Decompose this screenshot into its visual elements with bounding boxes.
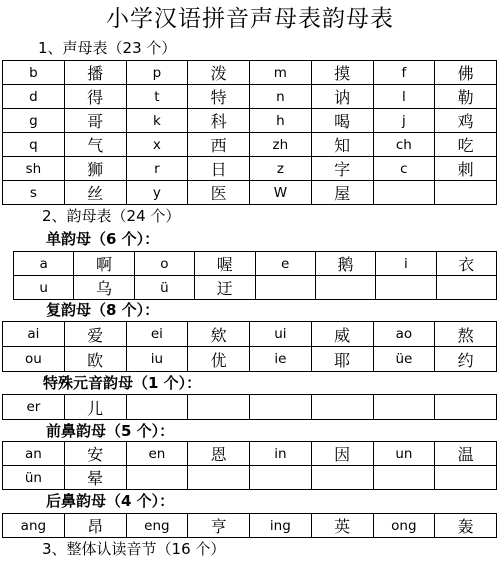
fu-yunmu-heading: 复韵母（8 个）： <box>46 301 160 319</box>
yunmu-heading: 2、韵母表（24 个） <box>42 207 181 225</box>
fu-yunmu-table <box>2 321 497 372</box>
hanzi-cell: 医 <box>188 181 250 205</box>
pinyin-cell: u <box>14 276 74 300</box>
hanzi-cell: 爱 <box>64 322 126 347</box>
hanzi-cell: 丝 <box>64 181 126 205</box>
hanzi-cell <box>315 276 375 300</box>
qianbi-yunmu-heading: 前鼻韵母（5 个）： <box>46 422 175 440</box>
hanzi-cell: 乌 <box>74 276 134 300</box>
pinyin-cell: üe <box>373 347 435 372</box>
hanzi-cell: 西 <box>188 133 250 157</box>
pinyin-cell: sh <box>3 157 65 181</box>
hanzi-cell: 鸡 <box>435 109 497 133</box>
pinyin-cell: x <box>126 133 188 157</box>
pinyin-cell: c <box>373 157 435 181</box>
shengmu-table <box>2 60 497 205</box>
pinyin-cell: ie <box>250 347 312 372</box>
pinyin-cell: g <box>3 109 65 133</box>
hanzi-cell: 安 <box>64 442 126 466</box>
table-row <box>3 61 497 85</box>
hanzi-cell: 威 <box>311 322 373 347</box>
pinyin-cell: ou <box>3 347 65 372</box>
pinyin-cell: o <box>134 252 194 276</box>
table-row <box>3 85 497 109</box>
pinyin-cell <box>250 466 312 490</box>
hanzi-cell: 气 <box>64 133 126 157</box>
hanzi-cell <box>311 466 373 490</box>
pinyin-cell: h <box>250 109 312 133</box>
hanzi-cell <box>188 466 250 490</box>
pinyin-cell: ün <box>3 466 65 490</box>
hanzi-cell: 狮 <box>64 157 126 181</box>
pinyin-cell: iu <box>126 347 188 372</box>
hanzi-cell: 熬 <box>435 322 497 347</box>
table-row <box>14 276 497 300</box>
hanzi-cell: 知 <box>311 133 373 157</box>
pinyin-cell: en <box>126 442 188 466</box>
hanzi-cell: 因 <box>311 442 373 466</box>
hanzi-cell: 刺 <box>435 157 497 181</box>
pinyin-cell: y <box>126 181 188 205</box>
pinyin-cell <box>373 466 435 490</box>
hanzi-cell: 日 <box>188 157 250 181</box>
hanzi-cell: 字 <box>311 157 373 181</box>
table-row <box>3 514 497 538</box>
pinyin-cell: e <box>255 252 315 276</box>
pinyin-cell: k <box>126 109 188 133</box>
pinyin-cell: s <box>3 181 65 205</box>
table-row <box>3 109 497 133</box>
hanzi-cell <box>435 181 497 205</box>
hanzi-cell: 英 <box>311 514 373 538</box>
pinyin-cell: r <box>126 157 188 181</box>
hanzi-cell: 喝 <box>311 109 373 133</box>
hanzi-cell: 优 <box>188 347 250 372</box>
hanzi-cell: 衣 <box>436 252 496 276</box>
pinyin-cell: b <box>3 61 65 85</box>
hanzi-cell <box>435 395 497 420</box>
pinyin-cell: ui <box>250 322 312 347</box>
hanzi-cell: 哥 <box>64 109 126 133</box>
hanzi-cell: 佛 <box>435 61 497 85</box>
pinyin-cell: W <box>250 181 312 205</box>
hanzi-cell: 亨 <box>188 514 250 538</box>
hanzi-cell <box>435 466 497 490</box>
hanzi-cell: 播 <box>64 61 126 85</box>
pinyin-cell <box>250 395 312 420</box>
hanzi-cell: 晕 <box>64 466 126 490</box>
pinyin-cell: t <box>126 85 188 109</box>
teshu-yunmu-table <box>2 394 497 420</box>
table-row <box>3 466 497 490</box>
pinyin-cell: ao <box>373 322 435 347</box>
hanzi-cell: 勒 <box>435 85 497 109</box>
table-row <box>3 157 497 181</box>
pinyin-cell <box>126 466 188 490</box>
pinyin-cell: ai <box>3 322 65 347</box>
hanzi-cell <box>188 395 250 420</box>
pinyin-cell: j <box>373 109 435 133</box>
table-row <box>3 133 497 157</box>
pinyin-cell: zh <box>250 133 312 157</box>
hanzi-cell <box>311 395 373 420</box>
pinyin-cell: un <box>373 442 435 466</box>
hanzi-cell: 儿 <box>64 395 126 420</box>
pinyin-cell <box>126 395 188 420</box>
pinyin-cell: l <box>373 85 435 109</box>
hanzi-cell: 鹅 <box>315 252 375 276</box>
pinyin-cell: z <box>250 157 312 181</box>
shengmu-heading: 1、声母表（23 个） <box>38 39 177 57</box>
hanzi-cell: 科 <box>188 109 250 133</box>
hanzi-cell: 轰 <box>435 514 497 538</box>
qianbi-yunmu-table <box>2 441 497 490</box>
hanzi-cell: 喔 <box>195 252 255 276</box>
hanzi-cell: 啊 <box>74 252 134 276</box>
pinyin-cell: d <box>3 85 65 109</box>
hanzi-cell: 屋 <box>311 181 373 205</box>
table-row <box>3 442 497 466</box>
hanzi-cell: 特 <box>188 85 250 109</box>
table-row <box>3 322 497 347</box>
hanzi-cell: 迂 <box>195 276 255 300</box>
pinyin-cell <box>376 276 436 300</box>
pinyin-cell: ang <box>3 514 65 538</box>
zhengti-heading: 3、整体认读音节（16 个） <box>42 540 226 558</box>
hanzi-cell: 温 <box>435 442 497 466</box>
hanzi-cell: 摸 <box>311 61 373 85</box>
hanzi-cell: 昂 <box>64 514 126 538</box>
table-row <box>14 252 497 276</box>
pinyin-cell: an <box>3 442 65 466</box>
table-row <box>3 395 497 420</box>
pinyin-cell: i <box>376 252 436 276</box>
pinyin-cell <box>255 276 315 300</box>
table-row <box>3 347 497 372</box>
pinyin-cell: f <box>373 61 435 85</box>
dan-yunmu-table <box>13 251 497 300</box>
pinyin-cell: a <box>14 252 74 276</box>
hanzi-cell: 泼 <box>188 61 250 85</box>
pinyin-cell: in <box>250 442 312 466</box>
hanzi-cell: 耶 <box>311 347 373 372</box>
pinyin-cell: ü <box>134 276 194 300</box>
table-row <box>3 181 497 205</box>
hanzi-cell <box>436 276 496 300</box>
pinyin-cell: m <box>250 61 312 85</box>
pinyin-cell: ing <box>250 514 312 538</box>
pinyin-cell: ei <box>126 322 188 347</box>
pinyin-cell: ong <box>373 514 435 538</box>
hanzi-cell: 得 <box>64 85 126 109</box>
hanzi-cell: 欸 <box>188 322 250 347</box>
hanzi-cell: 欧 <box>64 347 126 372</box>
dan-yunmu-heading: 单韵母（6 个）： <box>46 230 160 248</box>
teshu-yunmu-heading: 特殊元音韵母（1 个）： <box>43 374 202 392</box>
houbi-yunmu-table <box>2 513 497 538</box>
pinyin-cell: eng <box>126 514 188 538</box>
hanzi-cell: 约 <box>435 347 497 372</box>
pinyin-cell: p <box>126 61 188 85</box>
hanzi-cell: 恩 <box>188 442 250 466</box>
pinyin-cell: q <box>3 133 65 157</box>
pinyin-cell: n <box>250 85 312 109</box>
page-title: 小学汉语拼音声母表韵母表 <box>106 6 394 32</box>
hanzi-cell: 讷 <box>311 85 373 109</box>
pinyin-cell <box>373 395 435 420</box>
hanzi-cell: 吃 <box>435 133 497 157</box>
houbi-yunmu-heading: 后鼻韵母（4 个）： <box>46 492 175 510</box>
pinyin-cell: ch <box>373 133 435 157</box>
pinyin-cell: er <box>3 395 65 420</box>
pinyin-cell <box>373 181 435 205</box>
